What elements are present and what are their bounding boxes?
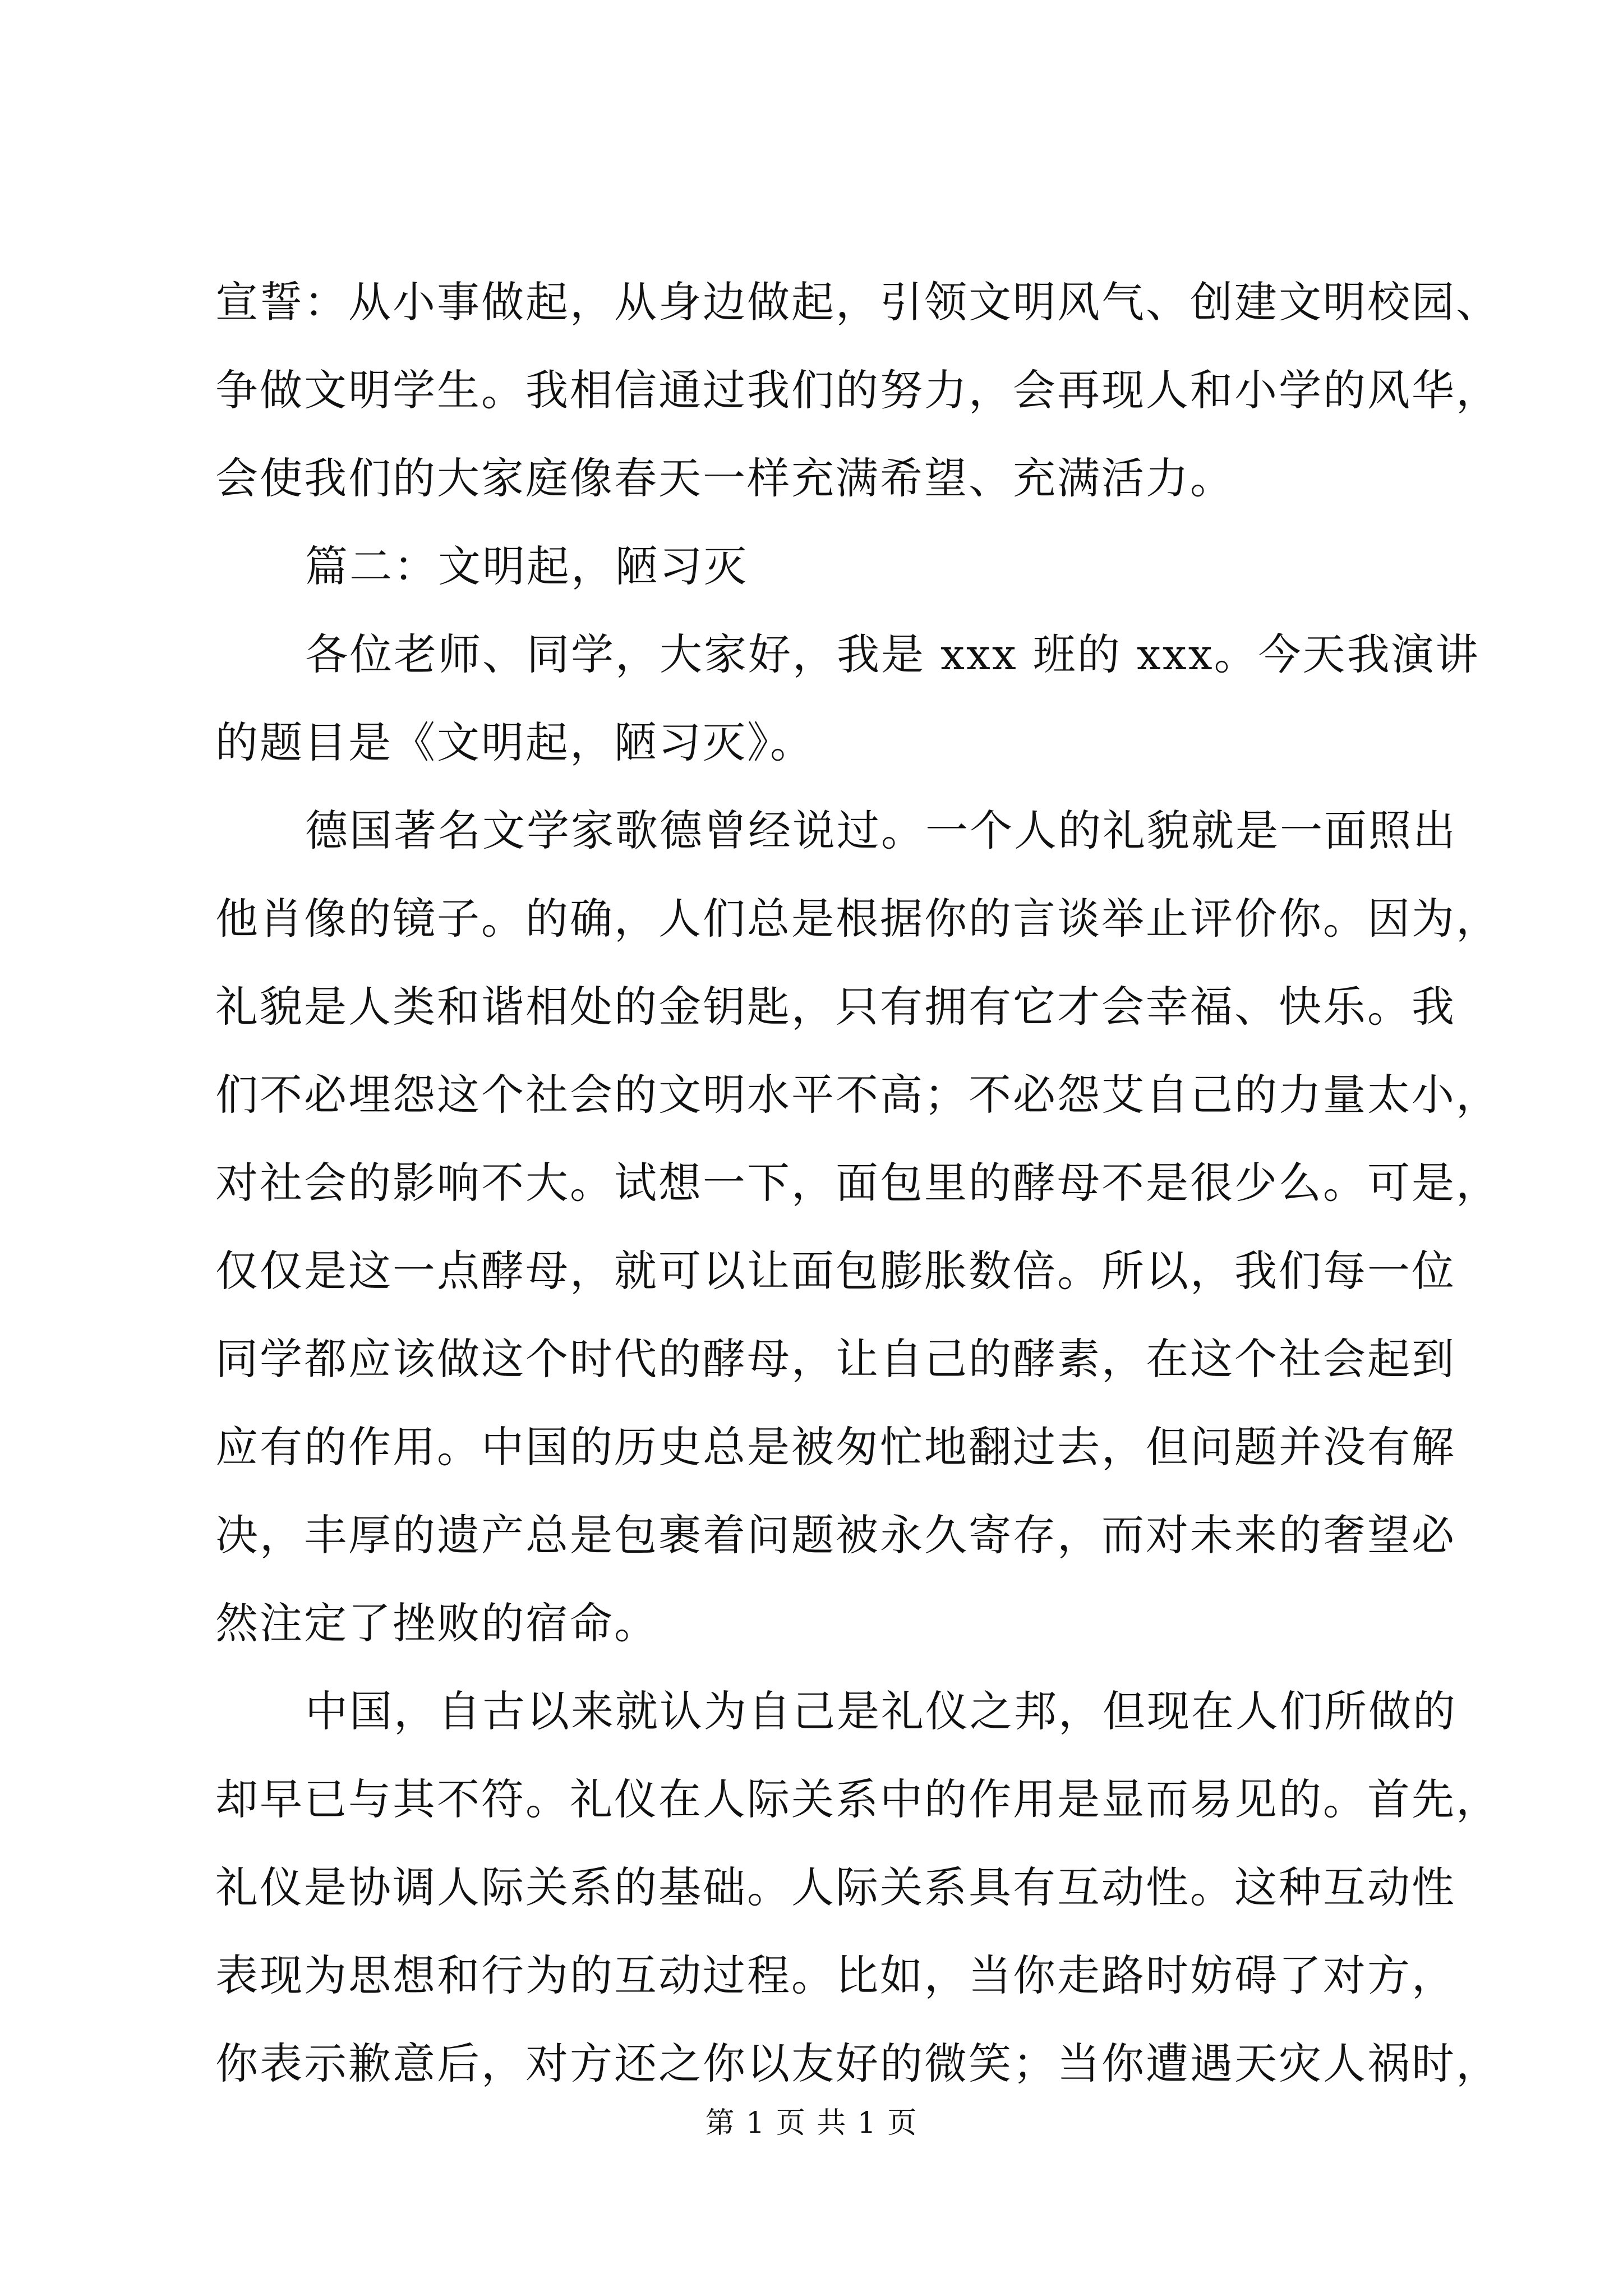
text-line: 应有的作用。中国的历史总是被匆忙地翻过去，但问题并没有解	[215, 1422, 1456, 1472]
text-line: 却早已与其不符。礼仪在人际关系中的作用是显而易见的。首先，	[215, 1774, 1500, 1824]
text-line: 同学都应该做这个时代的酵母，让自己的酵素，在这个社会起到	[215, 1334, 1456, 1384]
document-body	[215, 258, 1500, 2108]
text-line: 各位老师、同学，大家好，我是 xxx 班的 xxx。今天我演讲	[305, 629, 1480, 679]
page-number: 第 1 页 共 1 页	[705, 2106, 918, 2140]
text-line: 表现为思想和行为的互动过程。比如，当你走路时妨碍了对方，	[215, 1950, 1456, 2000]
page-footer	[0, 2104, 1623, 2143]
text-line: 然注定了挫败的宿命。	[215, 1598, 658, 1648]
text-line: 他肖像的镜子。的确，人们总是根据你的言谈举止评价你。因为，	[215, 894, 1500, 944]
text-line: 们不必埋怨这个社会的文明水平不高；不必怨艾自己的力量太小，	[215, 1070, 1500, 1120]
text-line: 你表示歉意后，对方还之你以友好的微笑；当你遭遇天灾人祸时，	[215, 2039, 1500, 2088]
text-line: 的题目是《文明起，陋习灭》。	[215, 717, 814, 767]
text-line: 决，丰厚的遗产总是包裹着问题被永久寄存，而对未来的奢望必	[215, 1510, 1456, 1560]
text-line: 中国，自古以来就认为自己是礼仪之邦，但现在人们所做的	[305, 1686, 1457, 1736]
text-line: 会使我们的大家庭像春天一样充满希望、充满活力。	[215, 453, 1234, 503]
text-line: 礼仪是协调人际关系的基础。人际关系具有互动性。这种互动性	[215, 1862, 1456, 1912]
text-line: 宣誓：从小事做起，从身边做起，引领文明风气、创建文明校园、	[215, 277, 1500, 327]
text-line: 对社会的影响不大。试想一下，面包里的酵母不是很少么。可是，	[215, 1158, 1500, 1208]
text-line: 仅仅是这一点酵母，就可以让面包膨胀数倍。所以，我们每一位	[215, 1246, 1456, 1296]
section-heading: 篇二：文明起，陋习灭	[305, 541, 748, 591]
text-line: 德国著名文学家歌德曾经说过。一个人的礼貌就是一面照出	[305, 806, 1457, 855]
text-line: 礼貌是人类和谐相处的金钥匙，只有拥有它才会幸福、快乐。我	[215, 982, 1456, 1032]
text-line: 争做文明学生。我相信通过我们的努力，会再现人和小学的风华，	[215, 365, 1500, 415]
